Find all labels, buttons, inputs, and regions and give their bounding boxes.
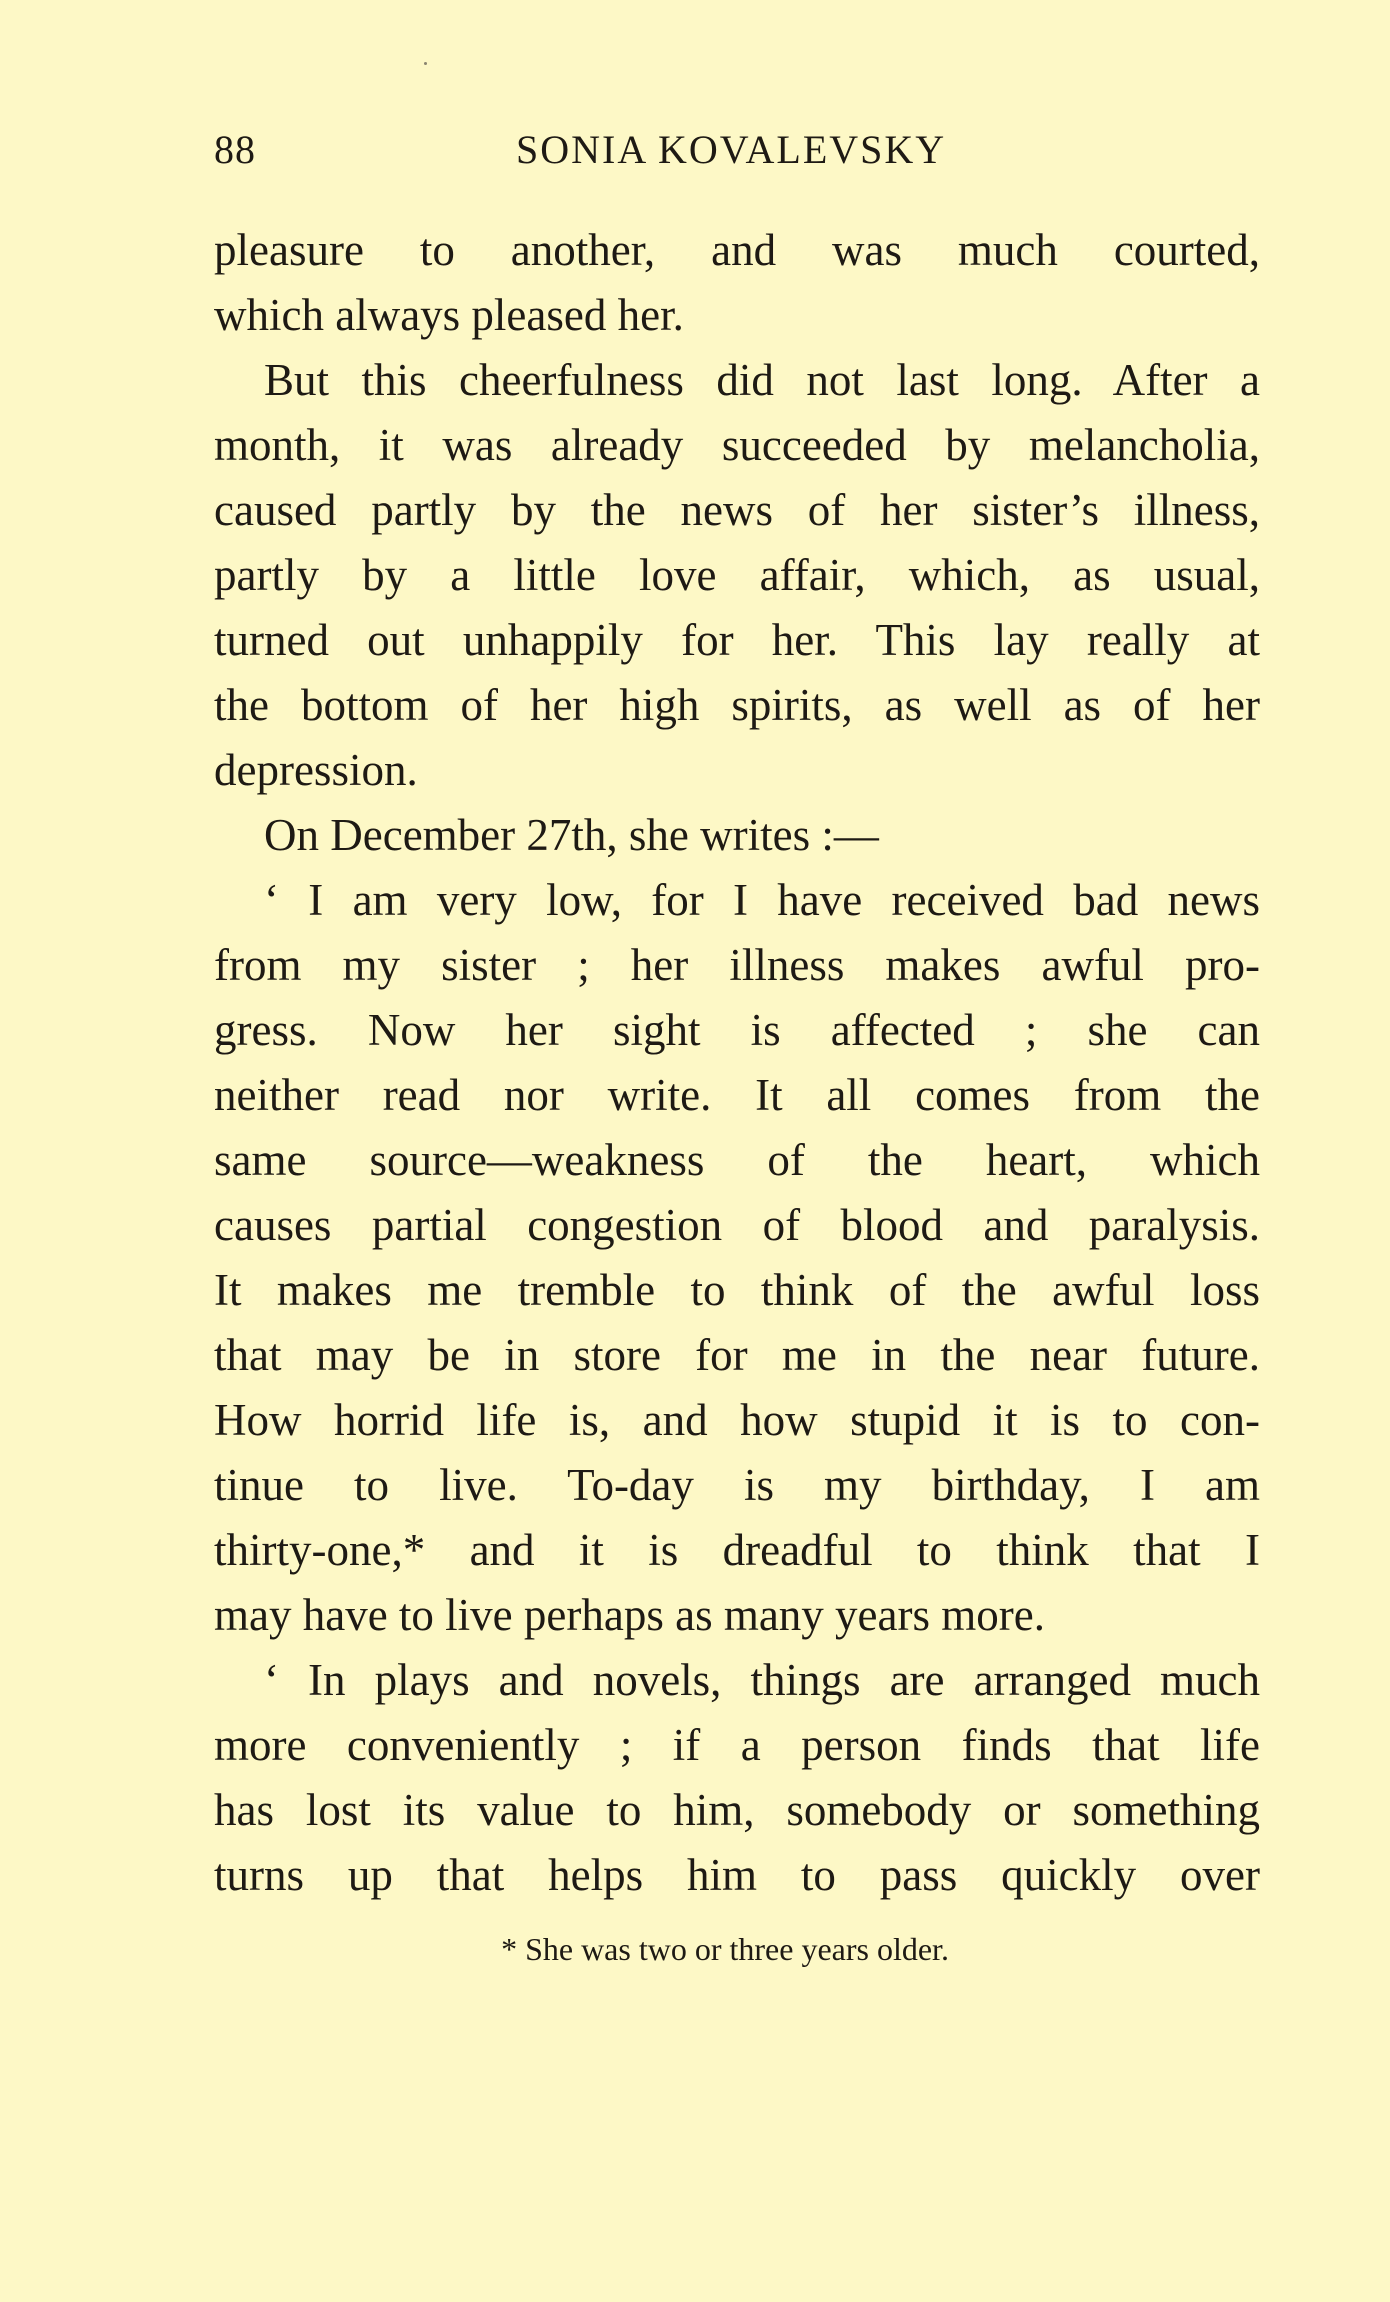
text-line: that may be in store for me in the near future. bbox=[214, 1330, 1260, 1380]
page-header bbox=[214, 126, 1264, 176]
text-line: thirty-one,* and it is dreadful to think that I bbox=[214, 1525, 1260, 1575]
text-line: turned out unhappily for her. This lay really at bbox=[214, 615, 1260, 665]
text-line: ‘ In plays and novels, things are arranged much bbox=[264, 1655, 1260, 1705]
text-line: causes partial congestion of blood and paralysis. bbox=[214, 1200, 1260, 1250]
text-line: depression. bbox=[214, 745, 418, 795]
text-line: more conveniently ; if a person finds that life bbox=[214, 1720, 1260, 1770]
text-line: month, it was already succeeded by melancholia, bbox=[214, 420, 1260, 470]
text-line: may have to live perhaps as many years more. bbox=[214, 1590, 1045, 1640]
text-line: has lost its value to him, somebody or something bbox=[214, 1785, 1260, 1835]
text-line: neither read nor write. It all comes from the bbox=[214, 1070, 1260, 1120]
text-line: gress. Now her sight is affected ; she can bbox=[214, 1005, 1260, 1055]
text-line: ‘ I am very low, for I have received bad news bbox=[264, 875, 1260, 925]
text-line: pleasure to another, and was much courted, bbox=[214, 225, 1260, 275]
running-title: SONIA KOVALEVSKY bbox=[516, 127, 947, 172]
text-line: same source—weakness of the heart, which bbox=[214, 1135, 1260, 1185]
scan-speck bbox=[424, 62, 427, 65]
text-line: But this cheerfulness did not last long. After a bbox=[264, 355, 1260, 405]
text-line: tinue to live. To-day is my birthday, I am bbox=[214, 1460, 1260, 1510]
text-line: It makes me tremble to think of the awful loss bbox=[214, 1265, 1260, 1315]
text-line: turns up that helps him to pass quickly over bbox=[214, 1850, 1260, 1900]
text-line: partly by a little love affair, which, as usual, bbox=[214, 550, 1260, 600]
text-line: the bottom of her high spirits, as well as of her bbox=[214, 680, 1260, 730]
page-number: 88 bbox=[214, 127, 256, 172]
text-line: How horrid life is, and how stupid it is to con- bbox=[214, 1395, 1260, 1445]
text-line: which always pleased her. bbox=[214, 290, 684, 340]
body-text bbox=[214, 218, 1260, 1908]
text-line: caused partly by the news of her sister’s illness, bbox=[214, 485, 1260, 535]
text-line: from my sister ; her illness makes awful pro- bbox=[214, 940, 1260, 990]
text-line: On December 27th, she writes :— bbox=[264, 810, 879, 860]
footnote: * She was two or three years older. bbox=[501, 1931, 949, 1967]
